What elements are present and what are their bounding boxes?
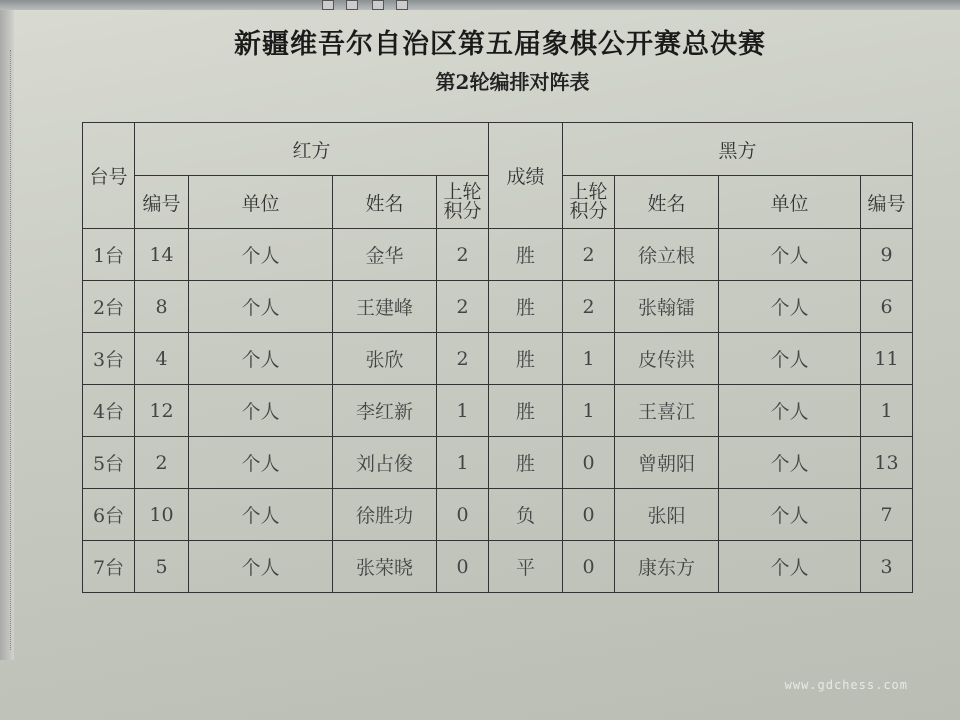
table-row bbox=[83, 333, 913, 385]
toolbar-button[interactable] bbox=[346, 0, 358, 10]
black-name-cell: 王喜江 bbox=[615, 385, 719, 437]
black-points-cell: 0 bbox=[563, 541, 615, 593]
result-cell: 胜 bbox=[489, 333, 563, 385]
left-margin bbox=[0, 10, 14, 660]
table-row bbox=[83, 489, 913, 541]
red-points-cell: 0 bbox=[437, 489, 489, 541]
black-unit-cell: 个人 bbox=[719, 541, 861, 593]
table-row bbox=[83, 437, 913, 489]
result-cell: 负 bbox=[489, 489, 563, 541]
red-name-cell: 张欣 bbox=[333, 333, 437, 385]
pairings-table bbox=[82, 122, 913, 593]
black-points-cell: 0 bbox=[563, 489, 615, 541]
table-row bbox=[83, 281, 913, 333]
black-name-cell: 皮传洪 bbox=[615, 333, 719, 385]
black-points-cell: 2 bbox=[563, 229, 615, 281]
table-row bbox=[83, 541, 913, 593]
red-number-cell: 5 bbox=[135, 541, 189, 593]
black-name-cell: 徐立根 bbox=[615, 229, 719, 281]
red-name-cell: 徐胜功 bbox=[333, 489, 437, 541]
board-cell: 4台 bbox=[83, 385, 135, 437]
black-unit-cell: 个人 bbox=[719, 229, 861, 281]
red-number-cell: 14 bbox=[135, 229, 189, 281]
red-unit-cell: 个人 bbox=[189, 385, 333, 437]
red-number-cell: 2 bbox=[135, 437, 189, 489]
header-board: 台号 bbox=[83, 123, 135, 229]
board-cell: 1台 bbox=[83, 229, 135, 281]
red-points-cell: 2 bbox=[437, 333, 489, 385]
result-cell: 胜 bbox=[489, 385, 563, 437]
black-name-cell: 张翰镭 bbox=[615, 281, 719, 333]
red-number-cell: 8 bbox=[135, 281, 189, 333]
header-red-last-points: 上轮 积分 bbox=[437, 176, 489, 229]
watermark: www.gdchess.com bbox=[784, 678, 908, 692]
toolbar-button[interactable] bbox=[322, 0, 334, 10]
window-toolbar bbox=[0, 0, 960, 10]
result-cell: 胜 bbox=[489, 437, 563, 489]
black-number-cell: 3 bbox=[861, 541, 913, 593]
vertical-ruler bbox=[4, 50, 11, 650]
header-red-name: 姓名 bbox=[333, 176, 437, 229]
document-title: 新疆维吾尔自治区第五届象棋公开赛总决赛 bbox=[234, 29, 766, 60]
red-name-cell: 张荣晓 bbox=[333, 541, 437, 593]
red-unit-cell: 个人 bbox=[189, 541, 333, 593]
black-points-cell: 1 bbox=[563, 385, 615, 437]
board-cell: 3台 bbox=[83, 333, 135, 385]
black-unit-cell: 个人 bbox=[719, 385, 861, 437]
red-name-cell: 刘占俊 bbox=[333, 437, 437, 489]
red-number-cell: 12 bbox=[135, 385, 189, 437]
red-points-cell: 1 bbox=[437, 437, 489, 489]
red-points-cell: 2 bbox=[437, 281, 489, 333]
black-number-cell: 11 bbox=[861, 333, 913, 385]
header-black-side: 黑方 bbox=[563, 123, 913, 176]
red-name-cell: 金华 bbox=[333, 229, 437, 281]
black-unit-cell: 个人 bbox=[719, 333, 861, 385]
header-black-unit: 单位 bbox=[719, 176, 861, 229]
board-cell: 6台 bbox=[83, 489, 135, 541]
red-points-cell: 0 bbox=[437, 541, 489, 593]
header-red-side: 红方 bbox=[135, 123, 489, 176]
result-cell: 胜 bbox=[489, 281, 563, 333]
red-unit-cell: 个人 bbox=[189, 489, 333, 541]
black-unit-cell: 个人 bbox=[719, 489, 861, 541]
black-number-cell: 13 bbox=[861, 437, 913, 489]
black-number-cell: 6 bbox=[861, 281, 913, 333]
header-black-name: 姓名 bbox=[615, 176, 719, 229]
red-unit-cell: 个人 bbox=[189, 229, 333, 281]
board-cell: 2台 bbox=[83, 281, 135, 333]
black-unit-cell: 个人 bbox=[719, 437, 861, 489]
red-number-cell: 10 bbox=[135, 489, 189, 541]
toolbar-button[interactable] bbox=[396, 0, 408, 10]
black-number-cell: 7 bbox=[861, 489, 913, 541]
table-row bbox=[83, 385, 913, 437]
header-red-unit: 单位 bbox=[189, 176, 333, 229]
header-result: 成绩 bbox=[489, 123, 563, 229]
black-name-cell: 康东方 bbox=[615, 541, 719, 593]
red-unit-cell: 个人 bbox=[189, 281, 333, 333]
black-points-cell: 1 bbox=[563, 333, 615, 385]
black-number-cell: 9 bbox=[861, 229, 913, 281]
black-name-cell: 张阳 bbox=[615, 489, 719, 541]
black-name-cell: 曾朝阳 bbox=[615, 437, 719, 489]
board-cell: 5台 bbox=[83, 437, 135, 489]
black-points-cell: 2 bbox=[563, 281, 615, 333]
board-cell: 7台 bbox=[83, 541, 135, 593]
red-unit-cell: 个人 bbox=[189, 333, 333, 385]
header-black-number: 编号 bbox=[861, 176, 913, 229]
toolbar-button[interactable] bbox=[372, 0, 384, 10]
red-name-cell: 李红新 bbox=[333, 385, 437, 437]
red-number-cell: 4 bbox=[135, 333, 189, 385]
black-number-cell: 1 bbox=[861, 385, 913, 437]
result-cell: 胜 bbox=[489, 229, 563, 281]
red-unit-cell: 个人 bbox=[189, 437, 333, 489]
header-red-number: 编号 bbox=[135, 176, 189, 229]
header-black-last-points: 上轮 积分 bbox=[563, 176, 615, 229]
black-points-cell: 0 bbox=[563, 437, 615, 489]
red-name-cell: 王建峰 bbox=[333, 281, 437, 333]
document-subtitle: 第2轮编排对阵表 bbox=[435, 70, 590, 94]
result-cell: 平 bbox=[489, 541, 563, 593]
black-unit-cell: 个人 bbox=[719, 281, 861, 333]
red-points-cell: 1 bbox=[437, 385, 489, 437]
red-points-cell: 2 bbox=[437, 229, 489, 281]
table-row bbox=[83, 229, 913, 281]
